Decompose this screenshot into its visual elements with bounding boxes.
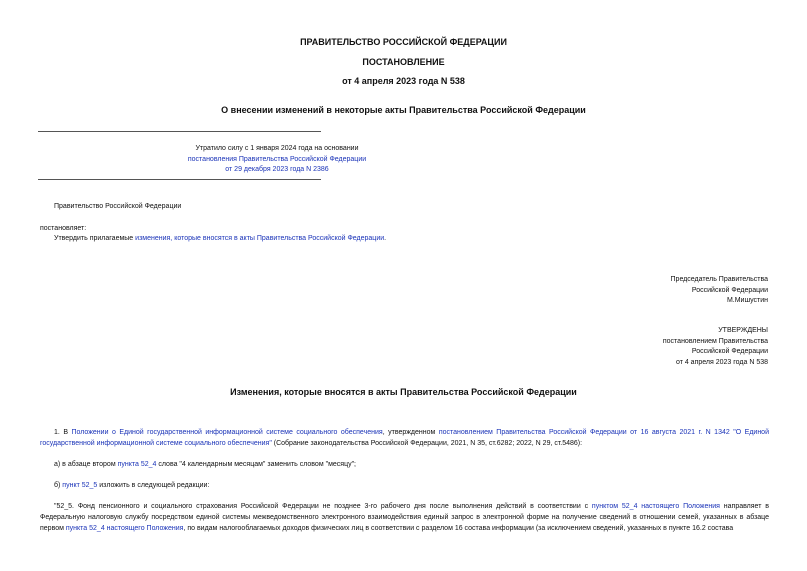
approval-line-2: постановлением Правительства: [662, 337, 768, 345]
intro-decrees: постановляет:: [40, 225, 87, 232]
intro-approve: [54, 234, 386, 245]
signature-role-2: Российской Федерации: [691, 286, 768, 294]
item-b-link[interactable]: пункт 52_5: [62, 482, 98, 489]
item-a-suffix: слова "4 календарным месяцам" заменить словом "месяцу";: [156, 461, 357, 468]
divider-top: [38, 131, 321, 132]
signature-block: [671, 275, 768, 307]
approval-line-3: Российской Федерации: [691, 348, 768, 355]
approval-block: [663, 326, 768, 368]
header-org: ПРАВИТЕЛЬСТВО РОССИЙСКОЙ ФЕДЕРАЦИИ: [300, 37, 507, 47]
header-date-number: от 4 апреля 2023 года N 538: [342, 76, 465, 86]
status-note-link-2[interactable]: от 29 декабря 2023 года N 2386: [225, 166, 329, 173]
changes-title: Изменения, которые вносятся в акты Правительства Российской Федерации: [230, 387, 577, 397]
document-title: О внесении изменений в некоторые акты Правительства Российской Федерации: [221, 105, 586, 115]
item-b-suffix: изложить в следующей редакции:: [97, 482, 210, 489]
approval-line-4: от 4 апреля 2023 года N 538: [675, 358, 768, 366]
item-1-mid: , утвержденном: [382, 429, 439, 436]
item-1-link-regulation[interactable]: Положении о Единой государственной информационной системе социального обеспечения: [71, 429, 383, 436]
item-a: [40, 459, 769, 470]
quoted-paragraph: [40, 501, 769, 534]
quote-part-2: направляет в Федеральную налоговую службу посредством единой системы межведомственного электронного взаимодействия единый запрос в электронной форме на получение сведений в отношении семей, указанных в абзаце первом: [40, 503, 769, 532]
quote-link-1[interactable]: пунктом 52_4 настоящего Положения: [591, 503, 720, 510]
approval-line-1: УТВЕРЖДЕНЫ: [718, 327, 768, 334]
header-doc-type: ПОСТАНОВЛЕНИЕ: [362, 57, 445, 67]
item-b-prefix: б): [54, 482, 63, 489]
quote-part-1: "52_5. Фонд пенсионного и социального страхования Российской Федерации не позднее 3-го рабочего дня после выполнения действий в соответствии с: [54, 503, 592, 510]
item-a-link[interactable]: пункта 52_4: [117, 461, 157, 468]
quote-link-2[interactable]: пункта 52_4 настоящего Положения: [65, 525, 184, 532]
item-1-suffix: (Собрание законодательства Российской Федерации, 2021, N 35, ст.6282; 2022, N 29, ст.5486):: [271, 440, 583, 447]
changes-link[interactable]: изменения, которые вносятся в акты Правительства Российской Федерации: [135, 235, 385, 242]
item-1: [40, 427, 769, 449]
signature-role-1: Председатель Правительства: [670, 276, 768, 283]
item-1-link-decree[interactable]: постановлением Правительства Российской Федерации от 16 августа 2021 г. N 1342 "О Единой государственной информационной системе социального обеспечения": [40, 429, 769, 447]
intro-approve-prefix: Утвердить прилагаемые: [54, 235, 136, 242]
item-b: [40, 480, 769, 491]
intro-approve-suffix: .: [384, 235, 387, 242]
divider-bottom: [38, 179, 321, 180]
item-1-prefix: 1. В: [54, 429, 72, 436]
status-note: [38, 144, 516, 176]
status-note-text: Утратило силу с 1 января 2024 года на основании: [195, 145, 359, 152]
signature-name: М.Мишустин: [726, 297, 768, 304]
item-a-prefix: а) в абзаце втором: [54, 461, 118, 468]
intro-government: Правительство Российской Федерации: [54, 203, 182, 210]
quote-part-3: , по видам налогооблагаемых доходов физических лиц в соответствии с разделом 16 состава информации (за исключением сведений, указанных в пункте 16.2 состава: [183, 525, 734, 532]
status-note-link-1[interactable]: постановления Правительства Российской Федерации: [187, 155, 367, 163]
